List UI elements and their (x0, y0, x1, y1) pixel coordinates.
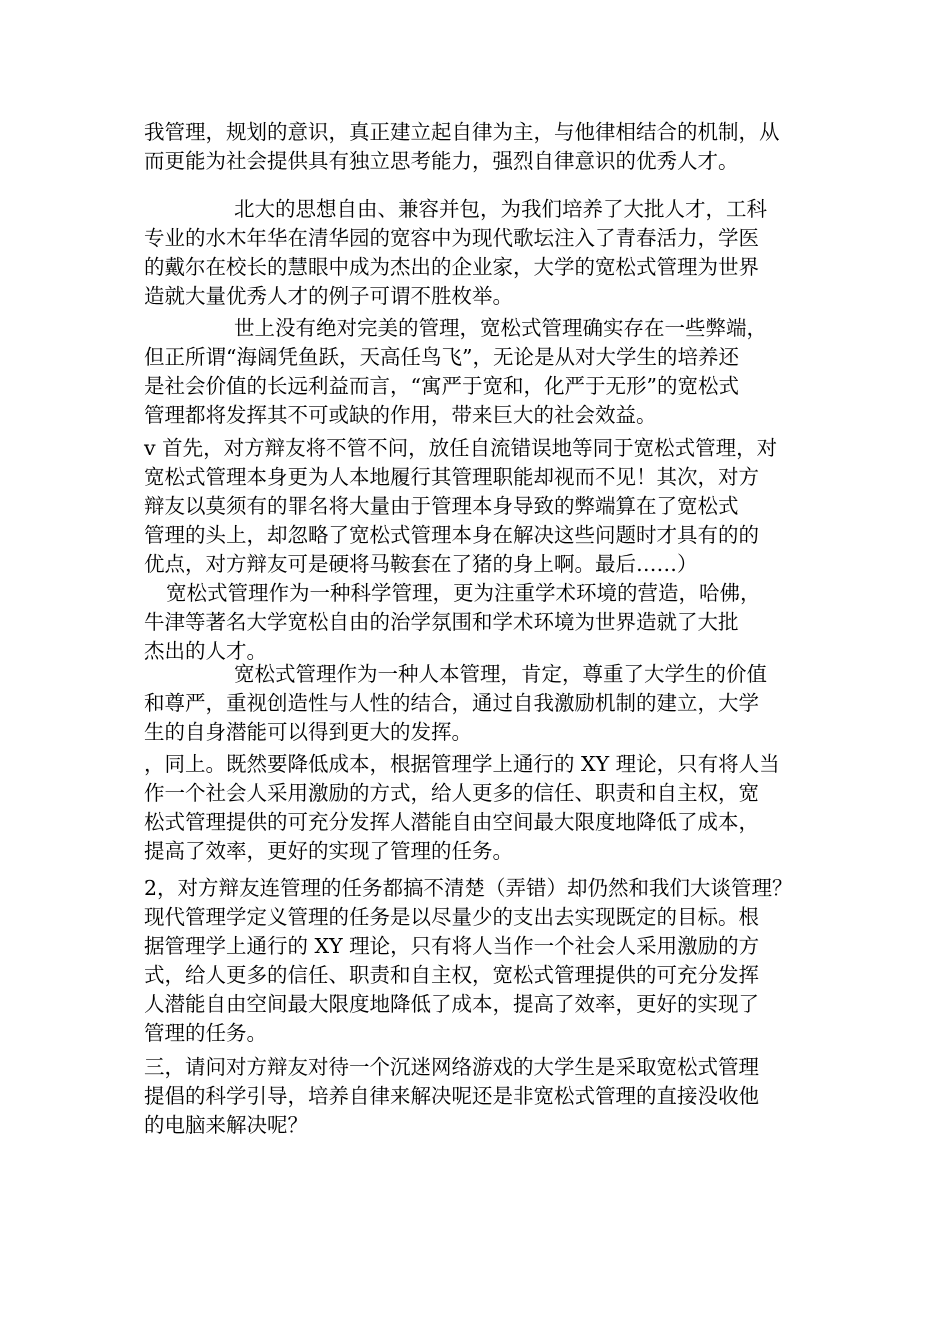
paragraph-line: 宽松式管理作为一种科学管理，更为注重学术环境的营造，哈佛， (166, 581, 761, 605)
paragraph-line: 北大的思想自由、兼容并包，为我们培养了大批人才，工科 (234, 197, 767, 221)
paragraph-line: 现代管理学定义管理的任务是以尽量少的支出去实现既定的目标。根 (144, 905, 759, 929)
paragraph-line: 而更能为社会提供具有独立思考能力，强烈自律意识的优秀人才。 (144, 149, 739, 173)
paragraph-1 (144, 118, 824, 176)
paragraph-line: 松式管理提供的可充分发挥人潜能自由空间最大限度地降低了成本， (144, 810, 759, 834)
paragraph-line: 人潜能自由空间最大限度地降低了成本，提高了效率，更好的实现了 (144, 992, 759, 1016)
paragraph-line: 牛津等著名大学宽松自由的治学氛围和学术环境为世界造就了大批 (144, 610, 739, 634)
paragraph-5 (144, 579, 824, 666)
paragraph-line: 辩友以莫须有的罪名将大量由于管理本身导致的弊端算在了宽松式 (144, 494, 739, 518)
paragraph-line: 优点，对方辩友可是硬将马鞍套在了猪的身上啊。最后……） (144, 552, 698, 576)
paragraph-line: 宽松式管理本身更为人本地履行其管理职能却视而不见！其次，对方 (144, 465, 759, 489)
paragraph-line: 提倡的科学引导，培养自律来解决呢还是非宽松式管理的直接没收他 (144, 1084, 759, 1108)
paragraph-line: 式，给人更多的信任、职责和自主权，宽松式管理提供的可充分发挥 (144, 963, 759, 987)
paragraph-3 (144, 314, 824, 430)
paragraph-line: 造就大量优秀人才的例子可谓不胜枚举。 (144, 284, 513, 308)
paragraph-line: 杰出的人才。 (144, 639, 267, 663)
paragraph-2 (144, 195, 824, 311)
paragraph-4 (144, 434, 824, 579)
paragraph-line: 生的自身潜能可以得到更大的发挥。 (144, 720, 472, 744)
paragraph-line: v 首先，对方辩友将不管不问，放任自流错误地等同于宽松式管理，对 (144, 436, 778, 460)
paragraph-line: ，同上。既然要降低成本，根据管理学上通行的 XY 理论，只有将人当 (144, 752, 780, 776)
paragraph-line: 专业的水木年华在清华园的宽容中为现代歌坛注入了青春活力，学医 (144, 226, 759, 250)
paragraph-line: 管理的头上，却忽略了宽松式管理本身在解决这些问题时才具有的的 (144, 523, 759, 547)
paragraph-line: 2，对方辩友连管理的任务都搞不清楚（弄错）却仍然和我们大谈管理？ (144, 876, 793, 900)
paragraph-7 (144, 750, 824, 866)
paragraph-line: 我管理，规划的意识，真正建立起自律为主，与他律相结合的机制，从 (144, 120, 780, 144)
paragraph-9 (144, 1053, 824, 1140)
paragraph-line: 的戴尔在校长的慧眼中成为杰出的企业家，大学的宽松式管理为世界 (144, 255, 759, 279)
paragraph-line: 提高了效率，更好的实现了管理的任务。 (144, 839, 513, 863)
paragraph-line: 据管理学上通行的 XY 理论，只有将人当作一个社会人采用激励的方 (144, 934, 760, 958)
paragraph-line: 世上没有绝对完美的管理，宽松式管理确实存在一些弊端， (234, 316, 767, 340)
paragraph-line: 的电脑来解决呢？ (144, 1113, 308, 1137)
paragraph-line: 三，请问对方辩友对待一个沉迷网络游戏的大学生是采取宽松式管理 (144, 1055, 759, 1079)
paragraph-line: 但正所谓“海阔凭鱼跃，天高任鸟飞”，无论是从对大学生的培养还 (144, 345, 739, 369)
paragraph-line: 作一个社会人采用激励的方式，给人更多的信任、职责和自主权，宽 (144, 781, 759, 805)
paragraph-line: 和尊严，重视创造性与人性的结合，通过自我激励机制的建立，大学 (144, 691, 759, 715)
paragraph-line: 管理都将发挥其不可或缺的作用，带来巨大的社会效益。 (144, 403, 657, 427)
paragraph-line: 宽松式管理作为一种人本管理，肯定，尊重了大学生的价值 (234, 662, 767, 686)
paragraph-line: 是社会价值的长远利益而言，“寓严于宽和，化严于无形”的宽松式 (144, 374, 739, 398)
paragraph-8 (144, 874, 824, 1048)
paragraph-6 (144, 660, 824, 747)
paragraph-line: 管理的任务。 (144, 1021, 267, 1045)
